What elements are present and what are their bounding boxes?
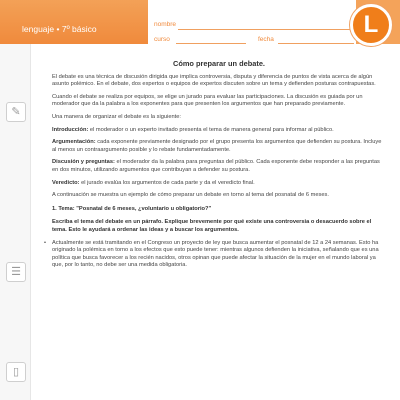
name-label: nombre [154, 21, 177, 28]
student-fields [148, 0, 356, 44]
example-paragraph: A continuación se muestra un ejemplo de cómo preparar un debate en torno al tema del posnatal de 6 meses. [52, 192, 329, 199]
logo-letter: L [363, 11, 379, 38]
instruction-paragraph: Escriba el tema del debate en un párrafo. Explique brevemente por qué existe una controversia o desacuerdo sobre el tema. Esto le ayudará a ordenar las ideas y a buscar los argumentos. [52, 219, 372, 233]
organize-paragraph: Una manera de organizar el debate es la siguiente: [52, 113, 181, 120]
step-argumentacion [52, 139, 386, 154]
course-label: curso [154, 36, 170, 43]
subject-logo [350, 4, 392, 46]
document-title: Cómo preparar un debate. [173, 59, 265, 68]
step-veredicto [52, 180, 386, 188]
step-label: Argumentación: [52, 139, 96, 146]
date-field[interactable] [278, 43, 354, 44]
section-heading: 1. Tema: "Posnatal de 6 meses, ¿voluntario u obligatorio?" [52, 205, 212, 212]
book-icon[interactable]: ▯ [6, 362, 26, 382]
page-icon[interactable]: ☰ [6, 262, 26, 282]
pencil-icon[interactable]: ✎ [6, 102, 26, 122]
step-discusion [52, 159, 386, 174]
sidebar [0, 44, 31, 400]
step-label: Introducción: [52, 126, 89, 133]
step-label: Discusión y preguntas: [52, 159, 115, 166]
date-label: fecha [258, 36, 274, 43]
subject-banner [0, 0, 148, 44]
step-text: el moderador da la palabra para preguntas del público. Cada exponente debe responder a las preguntas en dos minutos, utilizando argumentos que contribuyan a defender su postura. [52, 159, 380, 173]
name-field[interactable] [178, 29, 354, 30]
step-label: Veredicto: [52, 179, 80, 186]
step-text: el moderador o un experto invitado presenta el tema de manera general para informar al público. [88, 126, 334, 133]
teams-paragraph: Cuando el debate se realiza por equipos, se elige un jurado para evaluar las participaciones. La discusión es guiada por un moderador que da la palabra a los exponentes para que presenten los argumentos que han preparado previamente. [52, 93, 363, 108]
course-field[interactable] [176, 43, 246, 44]
intro-paragraph: El debate es una técnica de discusión dirigida que implica controversia, disputa y diferencia de puntos de vista acerca de algún asunto polémico. En el debate, dos expertos o equipos de expertos discuten sobre un tema y defienden posturas contrapuestas. [52, 73, 376, 88]
subject-label: lenguaje • 7º básico [22, 24, 97, 34]
document-body [52, 60, 386, 275]
step-text: el jurado evalúa los argumentos de cada parte y da el veredicto final. [79, 179, 255, 186]
bullet-item: • Actualmente se está tramitando en el Congreso un proyecto de ley que busca aumentar el posnatal de 12 a 24 semanas. Esto ha originado la polémica en torno a los efectos que esto puede tener: mientras algunos defienden la iniciativa, señalando que es una política que busca favorecer a los recién nacidos, otros opinan que puede afectar la situación de la mujer en el mundo laboral ya que, por lo tanto, no debe ser una medida obligatoria. [52, 240, 386, 270]
step-introduccion [52, 127, 386, 135]
step-text: cada exponente previamente designado por el grupo presenta los argumentos que defienden su postura. Incluye al menos un contraargumento posible y lo rebate fundamentadamente. [52, 139, 382, 153]
